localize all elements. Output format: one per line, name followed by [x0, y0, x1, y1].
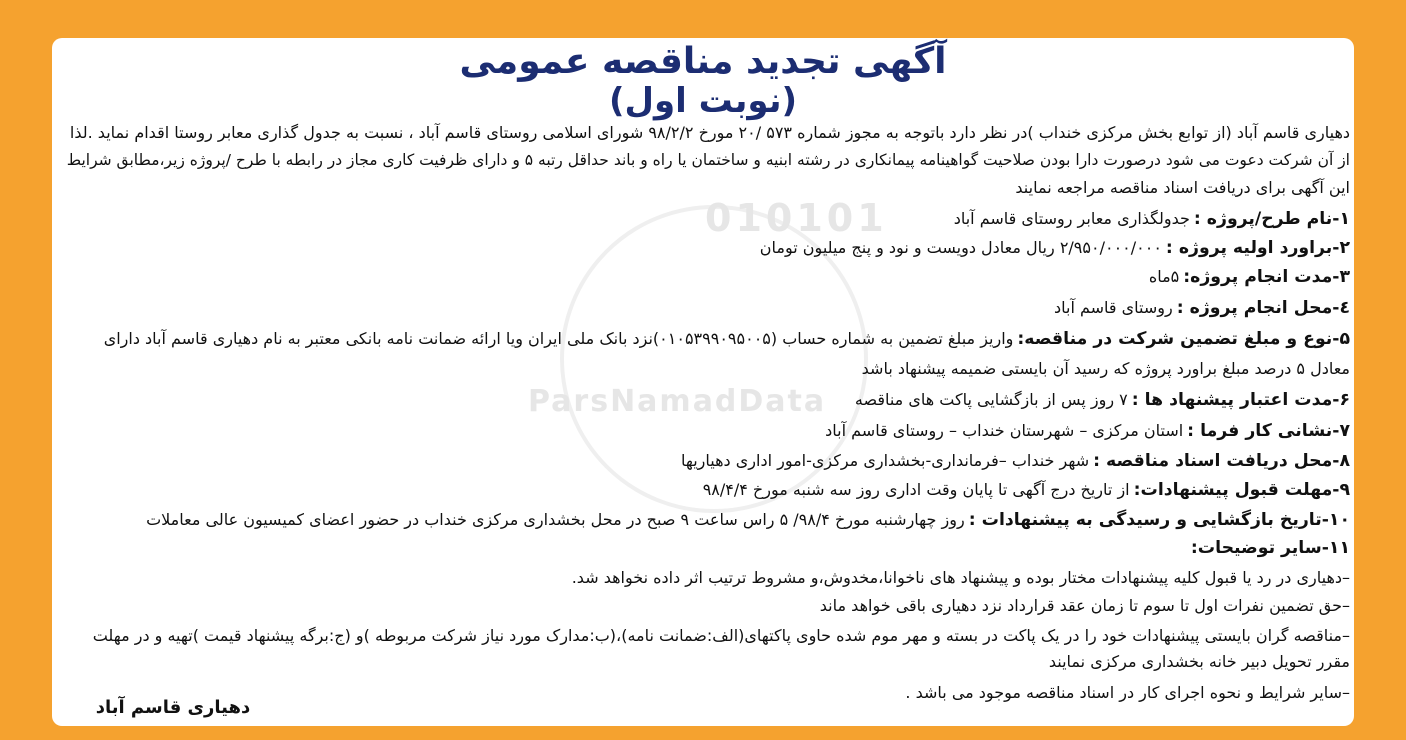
item-label: ۱-نام طرح/پروژه : [1193, 209, 1350, 229]
item-other-heading [60, 534, 1350, 562]
item-label: ۳-مدت انجام پروژه: [1183, 267, 1350, 287]
item-value: ۷ روز پس از بازگشایی پاکت های مناقصه [854, 390, 1128, 409]
item-guarantee [60, 325, 1350, 353]
item-estimate [60, 234, 1350, 262]
note-line: مقرر تحویل دبیر خانه بخشداری مرکزی نمایند [1048, 652, 1350, 671]
item-duration [60, 263, 1350, 291]
item-label: ۵-نوع و مبلغ تضمین شرکت در مناقصه: [1017, 329, 1350, 349]
note-line: –دهیاری در رد یا قبول کلیه پیشنهادات مختار بوده و پیشنهاد های ناخوانا،مخدوش،و مشروط ترتیب اثر داده نخواهد شد. [571, 568, 1350, 587]
item-label: ۸-محل دریافت اسناد مناقصه : [1093, 451, 1350, 471]
item-value: روستای قاسم آباد [1054, 298, 1173, 317]
item-label: ۷-نشانی کار فرما : [1187, 421, 1350, 441]
note-line: –حق تضمین نفرات اول تا سوم تا زمان عقد قرارداد نزد دهیاری باقی خواهد ماند [819, 596, 1350, 615]
note-line: –مناقصه گران بایستی پیشنهادات خود را در یک پاکت در بسته و مهر موم شده حاوی پاکتهای(الف:ضمانت نامه)،(ب:مدارک مورد نیاز شرکت مربوطه )و (ج:برگه پیشنهاد قیمت )تهیه و در مهلت [92, 626, 1350, 645]
watermark-brand: ParsNamadData [528, 384, 827, 419]
item-deadline [60, 476, 1350, 504]
item-documents-place [60, 447, 1350, 475]
intro-line: این آگهی برای دریافت اسناد مناقصه مراجعه نمایند [1015, 178, 1350, 197]
item-label: ٤-محل انجام پروژه : [1176, 298, 1350, 318]
item-value: از تاریخ درج آگهی تا پایان وقت اداری روز سه شنبه مورخ ۹۸/۴/۴ [702, 480, 1130, 499]
item-value: روز چهارشنبه مورخ ۹۸/۴/ ۵ راس ساعت ۹ صبح در محل بخشداری مرکزی خنداب در حضور اعضای کمیسیون عالی معاملات [146, 510, 965, 529]
item-location [60, 294, 1350, 322]
item-value: استان مرکزی – شهرستان خنداب – روستای قاسم آباد [825, 421, 1184, 440]
item-value: شهر خنداب –فرمانداری-بخشداری مرکزی-امور اداری دهیاریها [680, 451, 1090, 470]
notice-subtitle: (نوبت اول) [608, 81, 798, 121]
item-label: ۱۰-تاریخ بازگشایی و رسیدگی به پیشنهادات : [968, 510, 1350, 530]
notice-title: آگهی تجدید مناقصه عمومی [459, 41, 947, 82]
item-value: جدولگذاری معابر روستای قاسم آباد [953, 209, 1190, 228]
item-project-name [60, 205, 1350, 233]
item-label: ۲-براورد اولیه پروژه : [1165, 238, 1350, 258]
watermark-digits: 010101 [705, 196, 888, 240]
note-line: –سایر شرایط و نحوه اجرای کار در اسناد مناقصه موجود می باشد . [905, 683, 1350, 702]
item-value: واریز مبلغ تضمین به شماره حساب (۰۱۰۵۳۹۹۰۹۵۰۰۵)نزد بانک ملی ایران ویا ارائه ضمانت نامه بانکی معتبر به نام دهیاری قاسم آباد دارای [103, 329, 1014, 348]
item-value: ۲/۹۵۰/۰۰۰/۰۰۰ ریال معادل دویست و نود و پنج میلیون تومان [759, 238, 1162, 257]
intro-line: از آن شرکت دعوت می شود درصورت دارا بودن صلاحیت گواهینامه پیمانکاری در رشته ابنیه و ساختمان یا راه و باند حداقل رتبه ۵ و دارای ظرفیت کاری مجاز در رابطه با طرح /پروژه زیر،مطابق شرایط [66, 151, 1350, 169]
item-label: ۱۱-سایر توضیحات: [1190, 538, 1350, 558]
item-employer-address [60, 417, 1350, 445]
item-guarantee-continuation: معادل ۵ درصد مبلغ براورد پروژه که رسید آن بایستی ضمیمه پیشنهاد باشد [861, 359, 1350, 378]
signature: دهیاری قاسم آباد [95, 697, 251, 718]
item-validity [60, 386, 1350, 414]
intro-line: دهیاری قاسم آباد (از توابع بخش مرکزی خنداب )در نظر دارد باتوجه به مجوز شماره ۵۷۳ /۲۰ مورخ ۹۸/۲/۲ شورای اسلامی روستای قاسم آباد ، نسبت به جدول گذاری معابر روستا اقدام نماید .لذا [69, 123, 1350, 142]
item-value: ۵ماه [1148, 267, 1180, 286]
item-opening-date [60, 506, 1350, 534]
item-label: ۶-مدت اعتبار پیشنهاد ها : [1131, 390, 1350, 410]
item-label: ۹-مهلت قبول پیشنهادات: [1133, 480, 1350, 500]
